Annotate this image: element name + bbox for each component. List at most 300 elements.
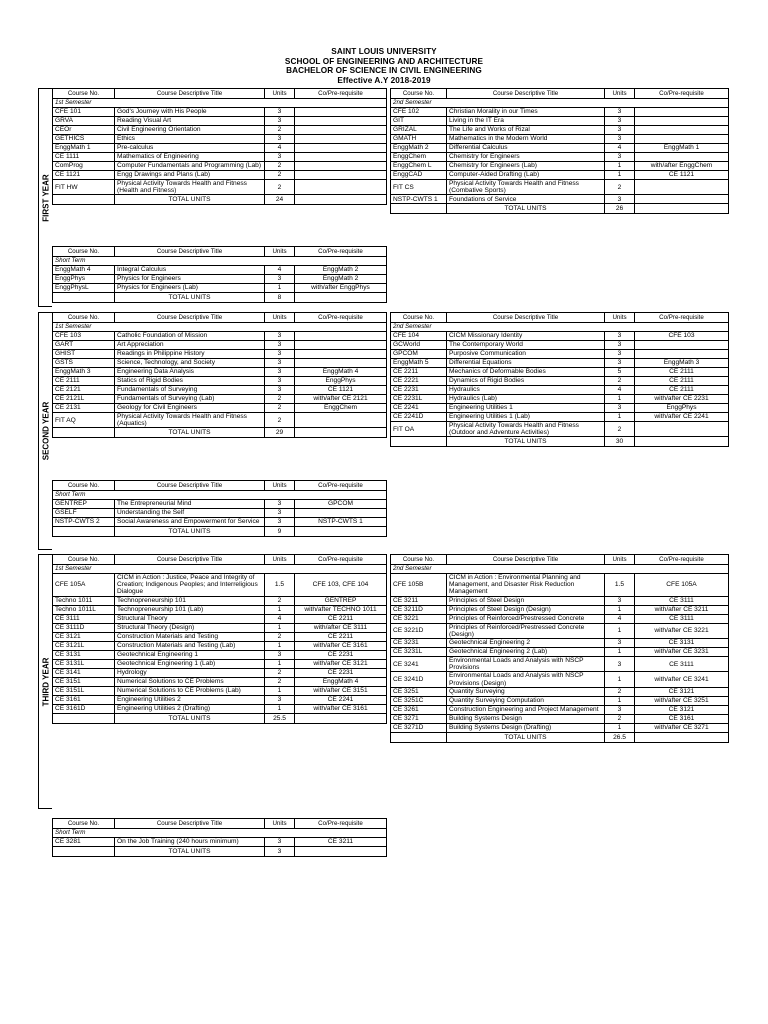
table-row xyxy=(391,386,729,395)
total-label: TOTAL UNITS xyxy=(115,293,265,303)
course-prereq: CE 3161 xyxy=(635,714,729,723)
course-prereq xyxy=(295,162,387,171)
course-code: NSTP-CWTS 2 xyxy=(53,518,115,527)
table-row xyxy=(53,605,387,614)
course-title: Integral Calculus xyxy=(115,266,265,275)
header-row xyxy=(391,555,729,565)
col-header-title: Course Descriptive Title xyxy=(115,313,265,323)
total-spacer xyxy=(295,293,387,303)
course-prereq xyxy=(295,171,387,180)
table-row xyxy=(53,574,387,597)
course-units: 1 xyxy=(605,672,635,687)
col-header-title: Course Descriptive Title xyxy=(447,89,605,99)
table-row xyxy=(53,650,387,659)
table-row xyxy=(53,659,387,668)
year-label-second: SECOND YEAR xyxy=(38,312,52,550)
course-title: Statics of Rigid Bodies xyxy=(115,377,265,386)
course-code: EnggChem xyxy=(391,153,447,162)
col-header-title: Course Descriptive Title xyxy=(447,313,605,323)
course-prereq: CE 3111 xyxy=(635,657,729,672)
course-title: Dynamics of Rigid Bodies xyxy=(447,377,605,386)
course-prereq: CE 1121 xyxy=(635,171,729,180)
course-title: Catholic Foundation of Mission xyxy=(115,332,265,341)
course-code: CE 2211 xyxy=(391,368,447,377)
course-prereq: with/after CE 3151 xyxy=(295,686,387,695)
semester-label: 2nd Semester xyxy=(391,565,729,574)
course-prereq xyxy=(635,126,729,135)
course-title: Fundamentals of Surveying xyxy=(115,386,265,395)
course-code: GCWorld xyxy=(391,341,447,350)
course-prereq: with/after CE 2121 xyxy=(295,395,387,404)
semester-label-row xyxy=(53,565,387,574)
table-row xyxy=(53,596,387,605)
total-spacer xyxy=(295,847,387,857)
course-title: Construction Materials and Testing xyxy=(115,632,265,641)
course-code: CE 1121 xyxy=(53,171,115,180)
course-code: CE 3231L xyxy=(391,648,447,657)
course-units: 3 xyxy=(265,359,295,368)
course-prereq: with/after CE 3251 xyxy=(635,696,729,705)
course-title: Chemistry for Engineers (Lab) xyxy=(447,162,605,171)
course-code: EnggPhys xyxy=(53,275,115,284)
table-row xyxy=(391,639,729,648)
course-units: 1 xyxy=(605,413,635,422)
header-row xyxy=(391,89,729,99)
second-year-first-semester-table xyxy=(52,312,387,438)
course-units: 3 xyxy=(605,126,635,135)
course-code: CE 3251 xyxy=(391,687,447,696)
course-code: CE 3131L xyxy=(53,659,115,668)
course-prereq xyxy=(295,126,387,135)
header-row xyxy=(53,247,387,257)
course-units: 1 xyxy=(265,641,295,650)
table-row xyxy=(391,359,729,368)
course-code: CFE 105B xyxy=(391,574,447,597)
col-header-code: Course No. xyxy=(53,555,115,565)
course-prereq: with/after CE 3161 xyxy=(295,704,387,713)
col-header-units: Units xyxy=(605,313,635,323)
course-code: CEOr xyxy=(53,126,115,135)
course-prereq xyxy=(295,180,387,195)
course-prereq xyxy=(295,144,387,153)
table-row xyxy=(53,518,387,527)
course-title: God's Journey with His People xyxy=(115,108,265,117)
year-label-first: FIRST YEAR xyxy=(38,88,52,307)
course-prereq xyxy=(635,422,729,437)
table-row xyxy=(391,180,729,195)
total-spacer xyxy=(53,428,115,438)
course-prereq: EnggMath 4 xyxy=(295,368,387,377)
semester-label: 1st Semester xyxy=(53,99,387,108)
course-title: CICM in Action : Environmental Planning and Management, and Disaster Risk Reduction Management xyxy=(447,574,605,597)
course-code: CFE 102 xyxy=(391,108,447,117)
university-name: SAINT LOUIS UNIVERSITY xyxy=(331,47,437,56)
table-row xyxy=(391,108,729,117)
total-spacer xyxy=(53,195,115,205)
course-prereq: with/after CE 3211 xyxy=(635,605,729,614)
course-units: 3 xyxy=(605,705,635,714)
table-row xyxy=(391,723,729,732)
course-prereq: with/after CE 3121 xyxy=(295,659,387,668)
course-units: 1 xyxy=(605,395,635,404)
total-value: 26.5 xyxy=(605,732,635,742)
course-prereq: EnggMath 3 xyxy=(635,359,729,368)
table-row xyxy=(53,153,387,162)
col-header-prereq: Co/Pre-requisite xyxy=(635,89,729,99)
table-row xyxy=(53,641,387,650)
course-units: 3 xyxy=(265,518,295,527)
course-code: CE 1111 xyxy=(53,153,115,162)
course-prereq: CE 3121 xyxy=(635,705,729,714)
col-header-prereq: Co/Pre-requisite xyxy=(295,819,387,829)
course-prereq: CFE 105A xyxy=(635,574,729,597)
course-units: 3 xyxy=(265,509,295,518)
course-prereq xyxy=(295,341,387,350)
col-header-prereq: Co/Pre-requisite xyxy=(635,555,729,565)
course-units: 4 xyxy=(605,614,635,623)
course-code: FIT AQ xyxy=(53,413,115,428)
course-units: 2 xyxy=(265,596,295,605)
total-value: 3 xyxy=(265,847,295,857)
course-title: Mathematics of Engineering xyxy=(115,153,265,162)
course-units: 3 xyxy=(265,275,295,284)
table-row xyxy=(53,368,387,377)
course-code: CE 3221D xyxy=(391,623,447,638)
course-title: The Contemporary World xyxy=(447,341,605,350)
course-prereq: with/after EnggChem xyxy=(635,162,729,171)
course-prereq: EnggMath 2 xyxy=(295,266,387,275)
table-row xyxy=(53,144,387,153)
course-title: Differential Equations xyxy=(447,359,605,368)
col-header-units: Units xyxy=(605,89,635,99)
third-year-second-semester-table xyxy=(390,554,729,743)
total-value: 30 xyxy=(605,437,635,447)
course-title: Art Appreciation xyxy=(115,341,265,350)
table-row xyxy=(391,350,729,359)
total-spacer xyxy=(635,204,729,214)
course-code: CE 3211 xyxy=(391,596,447,605)
third-year-short-term-table xyxy=(52,818,387,857)
course-title: Principles of Steel Design (Design) xyxy=(447,605,605,614)
total-row xyxy=(53,847,387,857)
course-prereq: EnggPhys xyxy=(635,404,729,413)
course-prereq: with/after CE 2231 xyxy=(635,395,729,404)
semester-label-row xyxy=(391,565,729,574)
course-title: Engineering Utilities 2 (Drafting) xyxy=(115,704,265,713)
course-title: Technopreneurship 101 (Lab) xyxy=(115,605,265,614)
course-title: Principles of Reinforced/Prestressed Concrete (Design) xyxy=(447,623,605,638)
table-row xyxy=(53,686,387,695)
course-prereq: EnggMath 4 xyxy=(295,677,387,686)
course-units: 3 xyxy=(265,368,295,377)
table-row xyxy=(53,377,387,386)
course-units: 3 xyxy=(605,135,635,144)
course-prereq: EnggMath 2 xyxy=(295,275,387,284)
col-header-title: Course Descriptive Title xyxy=(115,819,265,829)
course-title: Fundamentals of Surveying (Lab) xyxy=(115,395,265,404)
total-spacer xyxy=(295,195,387,205)
table-row xyxy=(53,386,387,395)
first-year-second-semester-table xyxy=(390,88,729,214)
course-code: CE 2121L xyxy=(53,395,115,404)
total-row xyxy=(391,437,729,447)
col-header-units: Units xyxy=(265,89,295,99)
course-title: The Life and Works of Rizal xyxy=(447,126,605,135)
course-units: 3 xyxy=(605,639,635,648)
semester-label: 1st Semester xyxy=(53,565,387,574)
total-spacer xyxy=(53,713,115,723)
course-title: Geotechnical Engineering 1 (Lab) xyxy=(115,659,265,668)
table-row xyxy=(391,195,729,204)
course-title: Mechanics of Deformable Bodies xyxy=(447,368,605,377)
course-units: 3 xyxy=(605,332,635,341)
table-row xyxy=(391,153,729,162)
course-title: Hydrology xyxy=(115,668,265,677)
course-units: 3 xyxy=(265,377,295,386)
course-title: Physical Activity Towards Health and Fitness (Outdoor and Adventure Activities) xyxy=(447,422,605,437)
course-code: GETHICS xyxy=(53,135,115,144)
course-prereq: CFE 103, CFE 104 xyxy=(295,574,387,597)
course-code: EnggPhysL xyxy=(53,284,115,293)
table-row xyxy=(53,162,387,171)
course-units: 3 xyxy=(265,350,295,359)
course-prereq: with/after CE 3221 xyxy=(635,623,729,638)
course-code: ComProg xyxy=(53,162,115,171)
course-code: CE 3121L xyxy=(53,641,115,650)
course-units: 1 xyxy=(265,284,295,293)
table-row xyxy=(53,350,387,359)
course-code: CE 3271D xyxy=(391,723,447,732)
document-header xyxy=(0,47,768,85)
table-row xyxy=(53,341,387,350)
table-row xyxy=(53,117,387,126)
total-value: 24 xyxy=(265,195,295,205)
col-header-units: Units xyxy=(605,555,635,565)
col-header-title: Course Descriptive Title xyxy=(115,89,265,99)
course-title: Physical Activity Towards Health and Fitness (Health and Fitness) xyxy=(115,180,265,195)
col-header-title: Course Descriptive Title xyxy=(115,555,265,565)
course-title: Building Systems Design (Drafting) xyxy=(447,723,605,732)
course-units: 3 xyxy=(265,135,295,144)
table-row xyxy=(53,695,387,704)
table-row xyxy=(391,126,729,135)
col-header-code: Course No. xyxy=(391,89,447,99)
course-prereq: CE 2231 xyxy=(295,650,387,659)
col-header-prereq: Co/Pre-requisite xyxy=(635,313,729,323)
total-row xyxy=(53,713,387,723)
course-units: 3 xyxy=(265,341,295,350)
course-units: 3 xyxy=(265,500,295,509)
course-units: 1.5 xyxy=(265,574,295,597)
course-title: Mathematics in the Modern World xyxy=(447,135,605,144)
total-label: TOTAL UNITS xyxy=(115,713,265,723)
semester-label-row xyxy=(53,323,387,332)
course-code: CE 3151L xyxy=(53,686,115,695)
course-code: CE 3111D xyxy=(53,623,115,632)
table-row xyxy=(391,672,729,687)
course-prereq xyxy=(635,108,729,117)
course-prereq xyxy=(295,332,387,341)
course-prereq: with/after CE 3271 xyxy=(635,723,729,732)
course-code: EnggMath 5 xyxy=(391,359,447,368)
course-code: GRIZAL xyxy=(391,126,447,135)
semester-label-row xyxy=(53,257,387,266)
table-row xyxy=(53,413,387,428)
course-prereq xyxy=(635,153,729,162)
header-row xyxy=(53,481,387,491)
total-value: 25.5 xyxy=(265,713,295,723)
course-code: CFE 104 xyxy=(391,332,447,341)
course-prereq xyxy=(295,108,387,117)
course-units: 3 xyxy=(605,195,635,204)
third-year-first-semester-table xyxy=(52,554,387,724)
col-header-code: Course No. xyxy=(53,481,115,491)
table-row xyxy=(391,714,729,723)
course-prereq xyxy=(295,350,387,359)
course-units: 4 xyxy=(605,144,635,153)
course-title: CICM Missionary Identity xyxy=(447,332,605,341)
col-header-units: Units xyxy=(265,247,295,257)
course-code: EnggMath 3 xyxy=(53,368,115,377)
course-units: 1 xyxy=(265,659,295,668)
course-title: Engineering Utilities 1 (Lab) xyxy=(447,413,605,422)
course-code: EnggMath 2 xyxy=(391,144,447,153)
course-title: Engg Drawings and Plans (Lab) xyxy=(115,171,265,180)
course-units: 1 xyxy=(605,162,635,171)
course-prereq: with/after CE 2241 xyxy=(635,413,729,422)
course-units: 2 xyxy=(605,714,635,723)
course-units: 1 xyxy=(265,686,295,695)
course-units: 2 xyxy=(265,632,295,641)
course-prereq: CE 1121 xyxy=(295,386,387,395)
course-title: Geology for Civil Engineers xyxy=(115,404,265,413)
table-row xyxy=(391,623,729,638)
course-code: FIT HW xyxy=(53,180,115,195)
course-code: Techno 1011L xyxy=(53,605,115,614)
course-code: CE 2131 xyxy=(53,404,115,413)
total-spacer xyxy=(635,732,729,742)
course-code: GRVA xyxy=(53,117,115,126)
course-prereq xyxy=(295,413,387,428)
table-row xyxy=(53,668,387,677)
course-code: EnggChem L xyxy=(391,162,447,171)
total-spacer xyxy=(295,713,387,723)
col-header-title: Course Descriptive Title xyxy=(115,481,265,491)
course-title: Quantity Surveying Computation xyxy=(447,696,605,705)
table-row xyxy=(391,605,729,614)
total-row xyxy=(53,195,387,205)
col-header-units: Units xyxy=(265,555,295,565)
course-title: Civil Engineering Orientation xyxy=(115,126,265,135)
total-value: 29 xyxy=(265,428,295,438)
course-title: Building Systems Design xyxy=(447,714,605,723)
course-title: Numerical Solutions to CE Problems (Lab) xyxy=(115,686,265,695)
course-title: Computer Fundamentals and Programming (Lab) xyxy=(115,162,265,171)
course-units: 1 xyxy=(605,696,635,705)
course-prereq: with/after CE 3161 xyxy=(295,641,387,650)
table-row xyxy=(391,413,729,422)
total-spacer xyxy=(53,527,115,537)
course-units: 3 xyxy=(605,404,635,413)
course-code: GSTS xyxy=(53,359,115,368)
course-code: EnggMath 4 xyxy=(53,266,115,275)
table-row xyxy=(391,144,729,153)
course-prereq: with/after CE 3111 xyxy=(295,623,387,632)
course-code: CFE 103 xyxy=(53,332,115,341)
course-code: GSELF xyxy=(53,509,115,518)
course-title: Hydraulics (Lab) xyxy=(447,395,605,404)
course-prereq xyxy=(295,153,387,162)
course-title: Ethics xyxy=(115,135,265,144)
total-spacer xyxy=(635,437,729,447)
total-spacer xyxy=(391,204,447,214)
table-row xyxy=(53,180,387,195)
course-code: EnggCAD xyxy=(391,171,447,180)
course-title: CICM in Action : Justice, Peace and Integrity of Creation; Indigenous Peoples; and Interreligious Dialogue xyxy=(115,574,265,597)
course-title: Construction Materials and Testing (Lab) xyxy=(115,641,265,650)
course-prereq: CE 2241 xyxy=(295,695,387,704)
course-code: CE 3121 xyxy=(53,632,115,641)
course-title: Principles of Reinforced/Prestressed Concrete xyxy=(447,614,605,623)
course-title: Geotechnical Engineering 2 (Lab) xyxy=(447,648,605,657)
course-code: EnggMath 1 xyxy=(53,144,115,153)
table-row xyxy=(391,574,729,597)
course-prereq: CE 3121 xyxy=(635,687,729,696)
course-prereq: EnggMath 1 xyxy=(635,144,729,153)
course-title: On the Job Training (240 hours minimum) xyxy=(115,838,265,847)
course-code: CE 2111 xyxy=(53,377,115,386)
course-units: 3 xyxy=(265,108,295,117)
course-code: GMATH xyxy=(391,135,447,144)
course-prereq: CE 3111 xyxy=(635,596,729,605)
total-row xyxy=(391,204,729,214)
course-title: Understanding the Self xyxy=(115,509,265,518)
course-title: Purposive Communication xyxy=(447,350,605,359)
total-spacer xyxy=(295,527,387,537)
course-prereq xyxy=(635,195,729,204)
table-row xyxy=(53,126,387,135)
table-row xyxy=(53,395,387,404)
course-units: 3 xyxy=(605,153,635,162)
table-row xyxy=(53,171,387,180)
course-code: CE 3261 xyxy=(391,705,447,714)
table-row xyxy=(53,623,387,632)
second-year-second-semester-table xyxy=(390,312,729,447)
col-header-units: Units xyxy=(265,313,295,323)
table-row xyxy=(391,687,729,696)
table-row xyxy=(391,332,729,341)
col-header-units: Units xyxy=(265,481,295,491)
course-units: 2 xyxy=(265,180,295,195)
course-prereq: CE 2211 xyxy=(295,614,387,623)
course-prereq xyxy=(635,341,729,350)
table-row xyxy=(391,395,729,404)
table-row xyxy=(53,266,387,275)
course-title: Environmental Loads and Analysis with NSCP Provisions (Design) xyxy=(447,672,605,687)
table-row xyxy=(391,648,729,657)
course-units: 3 xyxy=(605,657,635,672)
course-code: CE 3151 xyxy=(53,677,115,686)
course-title: Structural Theory (Design) xyxy=(115,623,265,632)
course-prereq xyxy=(635,135,729,144)
course-code: CE 2121 xyxy=(53,386,115,395)
course-title: Physics for Engineers (Lab) xyxy=(115,284,265,293)
semester-label-row xyxy=(53,829,387,838)
course-title: Readings in Philippine History xyxy=(115,350,265,359)
course-code: GENTREP xyxy=(53,500,115,509)
table-row xyxy=(391,162,729,171)
second-year-short-term-table xyxy=(52,480,387,537)
